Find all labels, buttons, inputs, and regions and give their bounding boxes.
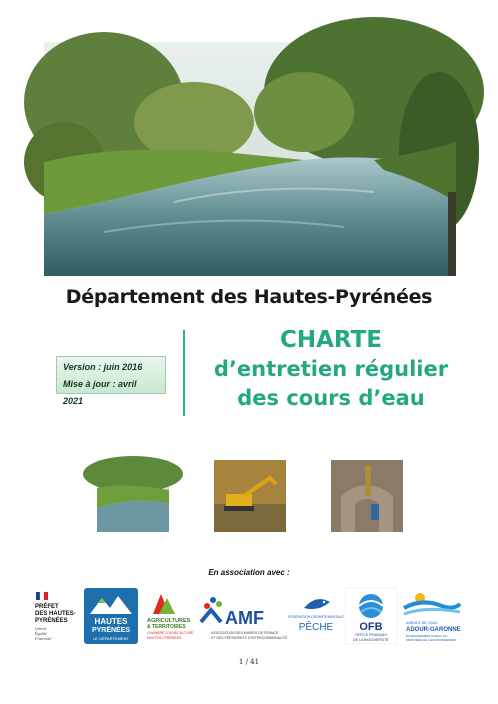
version-line: Version : juin 2016	[63, 362, 143, 372]
svg-text:HAUTES-PYRÉNÉES: HAUTES-PYRÉNÉES	[147, 636, 182, 640]
agri-line-2: & TERRITOIRES	[147, 624, 186, 630]
svg-text:OFFICE FRANÇAIS: OFFICE FRANÇAIS	[355, 633, 387, 637]
adour-garonne-logo	[402, 588, 462, 644]
department-title: Département des Hautes-Pyrénées	[65, 286, 433, 308]
thumbnail-river	[97, 460, 169, 532]
svg-text:DE LA BIODIVERSITÉ: DE LA BIODIVERSITÉ	[353, 638, 389, 642]
separator-line	[183, 330, 185, 416]
peche-text: PÊCHE	[298, 622, 334, 633]
svg-text:AGENCE DE L'EAU: AGENCE DE L'EAU	[406, 621, 438, 625]
agri-line-1: AGRICULTURES	[147, 618, 191, 624]
amf-text: AMF	[225, 608, 264, 628]
charte-title-line-1: CHARTE	[279, 327, 382, 353]
update-line: Mise à jour : avril 2021	[63, 379, 137, 406]
svg-text:FÉDÉRATION DÉPARTEMENTALE: FÉDÉRATION DÉPARTEMENTALE	[288, 615, 344, 619]
peche-logo	[288, 588, 344, 644]
thumbnail-excavator	[214, 460, 286, 532]
svg-text:Fraternité: Fraternité	[35, 636, 52, 641]
prefet-line-2: DES HAUTES-	[35, 611, 76, 617]
hautes-pyrenees-logo	[84, 588, 138, 644]
svg-text:ET DES PRÉSIDENTS D'INTERCOMMU: ET DES PRÉSIDENTS D'INTERCOMMUNALITÉ	[211, 636, 288, 640]
prefet-logo	[34, 588, 74, 644]
charte-title-line-2: d’entretien régulier	[213, 357, 449, 381]
river-photo	[44, 42, 456, 276]
svg-text:Égalité: Égalité	[35, 631, 47, 636]
hp-line-3: LE DÉPARTEMENT	[93, 636, 129, 641]
ofb-text: OFB	[359, 621, 383, 633]
charte-title	[196, 326, 466, 413]
version-box	[56, 356, 166, 406]
river-photo-illustration	[44, 42, 456, 276]
page-number: 1 / 41	[238, 658, 260, 666]
agricultures-logo	[145, 588, 193, 644]
svg-text:ASSOCIATION DES MAIRES DE FRAN: ASSOCIATION DES MAIRES DE FRANCE	[211, 631, 279, 635]
svg-text:MINISTÈRE DE L'ENVIRONNEMENT: MINISTÈRE DE L'ENVIRONNEMENT	[406, 638, 457, 642]
association-text: En association avec :	[208, 568, 290, 577]
prefet-line-1: PRÉFET	[35, 604, 59, 610]
hp-line-1: HAUTES	[94, 617, 128, 626]
thumbnail-bridge	[331, 460, 403, 532]
charte-title-line-3: des cours d’eau	[237, 386, 425, 410]
prefet-line-3: PYRÉNÉES	[35, 618, 68, 624]
adour-text: ADOUR-GARONNE	[406, 627, 461, 633]
ofb-logo	[345, 588, 397, 644]
svg-text:CHAMBRE D'AGRICULTURE: CHAMBRE D'AGRICULTURE	[147, 631, 194, 635]
svg-text:ÉTABLISSEMENT PUBLIC DU: ÉTABLISSEMENT PUBLIC DU	[406, 634, 448, 638]
hp-line-2: PYRÉNÉES	[91, 627, 131, 634]
amf-logo	[197, 588, 289, 644]
svg-text:Liberté: Liberté	[35, 626, 47, 631]
